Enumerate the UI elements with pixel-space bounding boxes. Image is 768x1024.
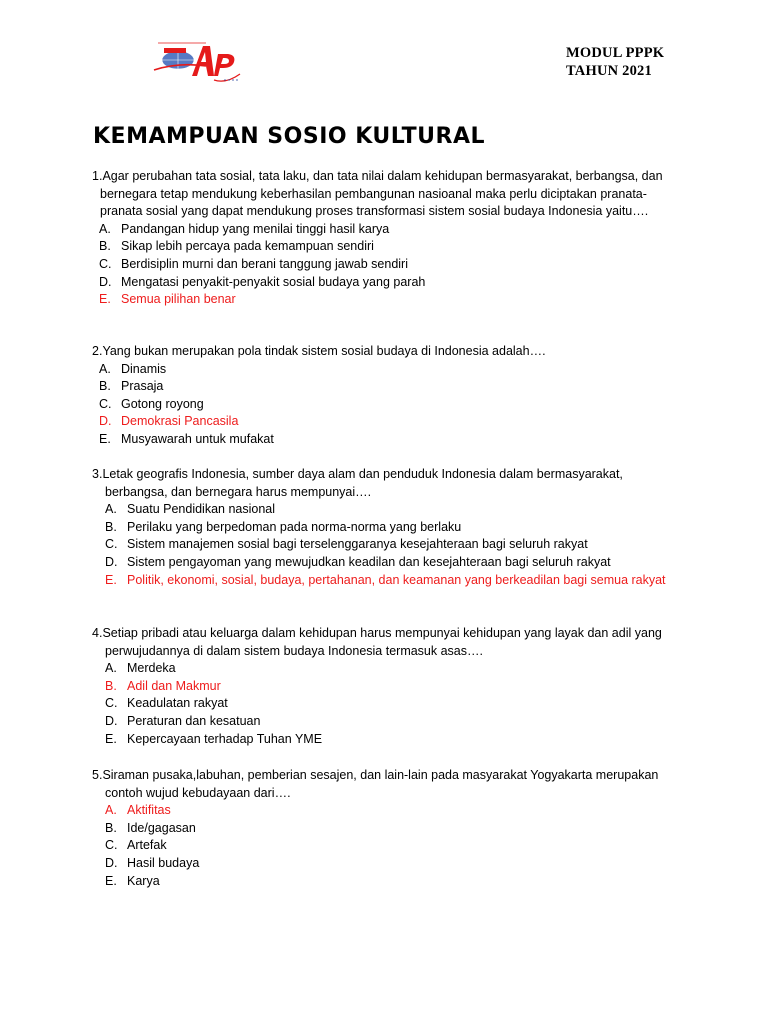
option-letter: A. (99, 221, 111, 236)
question-number: 1. (92, 169, 103, 183)
option-letter: D. (99, 274, 112, 289)
option-e (92, 731, 682, 749)
question-2 (92, 343, 682, 449)
option-letter: A. (105, 803, 117, 818)
option-e (92, 873, 682, 891)
module-year: TAHUN 2021 (566, 63, 652, 79)
question-4 (92, 625, 682, 748)
option-letter: D. (99, 414, 112, 429)
option-text: Prasaja (121, 379, 164, 394)
option-text: Merdeka (127, 661, 176, 676)
option-letter: D. (105, 855, 118, 870)
option-letter: C. (105, 838, 118, 853)
question-5 (92, 767, 682, 890)
option-text: Adil dan Makmur (127, 678, 221, 693)
option-text: Hasil budaya (127, 855, 200, 870)
option-text: Artefak (127, 838, 167, 853)
publisher-logo (148, 40, 244, 88)
option-a (92, 802, 682, 820)
question-1 (92, 168, 682, 309)
option-d (92, 713, 682, 731)
option-text: Berdisiplin murni dan berani tanggung jawab sendiri (121, 256, 408, 271)
option-a (92, 501, 682, 519)
option-text: Peraturan dan kesatuan (127, 713, 261, 728)
option-c (92, 695, 682, 713)
option-text: Politik, ekonomi, sosial, budaya, pertahanan, dan keamanan yang berkeadilan bagi semua rakyat (127, 572, 666, 587)
module-label: MODUL PPPK (566, 45, 665, 61)
option-letter: A. (105, 661, 117, 676)
option-e (92, 572, 682, 590)
option-letter: C. (105, 537, 118, 552)
page-title: KEMAMPUAN SOSIO KULTURAL (93, 124, 485, 149)
question-text: Siraman pusaka,labuhan, pemberian sesajen, dan lain-lain pada masyarakat Yogyakarta merupakan contoh wujud kebudayaan dari…. (102, 768, 659, 800)
option-letter: A. (99, 361, 111, 376)
question-text: Letak geografis Indonesia, sumber daya alam dan penduduk Indonesia dalam bermasyarakat, berbangsa, dan bernegara harus mempunyai…. (102, 467, 623, 499)
option-a (92, 221, 682, 239)
option-a (92, 660, 682, 678)
option-text: Gotong royong (121, 396, 204, 411)
option-text: Karya (127, 873, 160, 888)
option-c (92, 536, 682, 554)
option-letter: B. (105, 678, 117, 693)
question-stem (92, 466, 682, 501)
option-text: Perilaku yang berpedoman pada norma-norma yang berlaku (127, 519, 462, 534)
option-b (92, 820, 682, 838)
option-letter: B. (105, 820, 117, 835)
question-text: Yang bukan merupakan pola tindak sistem sosial budaya di Indonesia adalah…. (102, 344, 546, 358)
option-letter: B. (99, 239, 111, 254)
question-text: Agar perubahan tata sosial, tata laku, dan tata nilai dalam kehidupan bermasyarakat, berbangsa, dan bernegara tetap mendukung keberhasilan pembangunan nasioanal maka perlu diciptakan pranata-pranata sosial yang dapat mendukung proses transformasi sistem sosial budaya Indonesia yaitu…. (100, 169, 663, 219)
option-letter: D. (105, 713, 118, 728)
option-text: Sistem manajemen sosial bagi terselenggaranya kesejahteraan bagi seluruh rakyat (127, 537, 588, 552)
question-stem (92, 343, 682, 361)
option-text: Ide/gagasan (127, 820, 196, 835)
option-letter: B. (99, 379, 111, 394)
question-text: Setiap pribadi atau keluarga dalam kehidupan harus mempunyai kehidupan yang layak dan adil yang perwujudannya di dalam sistem budaya Indonesia termasuk asas…. (102, 626, 662, 658)
option-text: Suatu Pendidikan nasional (127, 502, 276, 517)
option-text: Kepercayaan terhadap Tuhan YME (127, 731, 323, 746)
option-text: Pandangan hidup yang menilai tinggi hasil karya (121, 221, 390, 236)
question-number: 2. (92, 344, 103, 358)
question-3 (92, 466, 682, 589)
option-b (92, 519, 682, 537)
option-d (92, 413, 682, 431)
question-stem (92, 767, 682, 802)
option-letter: B. (105, 519, 117, 534)
option-text: Keadulatan rakyat (127, 696, 228, 711)
option-letter: E. (99, 292, 111, 307)
option-c (92, 396, 682, 414)
option-letter: D. (105, 554, 118, 569)
question-number: 4. (92, 626, 103, 640)
option-c (92, 837, 682, 855)
option-d (92, 274, 682, 292)
option-e (92, 291, 682, 309)
question-stem (92, 625, 682, 660)
question-number: 5. (92, 768, 103, 782)
option-letter: A. (105, 502, 117, 517)
option-b (92, 238, 682, 256)
option-b (92, 378, 682, 396)
option-text: Dinamis (121, 361, 167, 376)
option-text: Aktifitas (127, 803, 171, 818)
option-text: Mengatasi penyakit-penyakit sosial budaya yang parah (121, 274, 426, 289)
option-text: Demokrasi Pancasila (121, 414, 239, 429)
option-letter: C. (99, 256, 112, 271)
option-letter: C. (99, 396, 112, 411)
option-letter: E. (105, 572, 117, 587)
option-letter: E. (99, 431, 111, 446)
option-d (92, 855, 682, 873)
option-e (92, 431, 682, 449)
question-stem (92, 168, 682, 221)
option-b (92, 678, 682, 696)
option-a (92, 361, 682, 379)
option-text: Sikap lebih percaya pada kemampuan sendiri (121, 239, 374, 254)
option-text: Sistem pengayoman yang mewujudkan keadilan dan kesejahteraan bagi seluruh rakyat (127, 554, 611, 569)
option-letter: C. (105, 696, 118, 711)
module-header (566, 44, 664, 80)
option-letter: E. (105, 731, 117, 746)
option-text: Semua pilihan benar (121, 292, 236, 307)
option-d (92, 554, 682, 572)
option-text: Musyawarah untuk mufakat (121, 431, 274, 446)
option-letter: E. (105, 873, 117, 888)
option-c (92, 256, 682, 274)
question-number: 3. (92, 467, 103, 481)
